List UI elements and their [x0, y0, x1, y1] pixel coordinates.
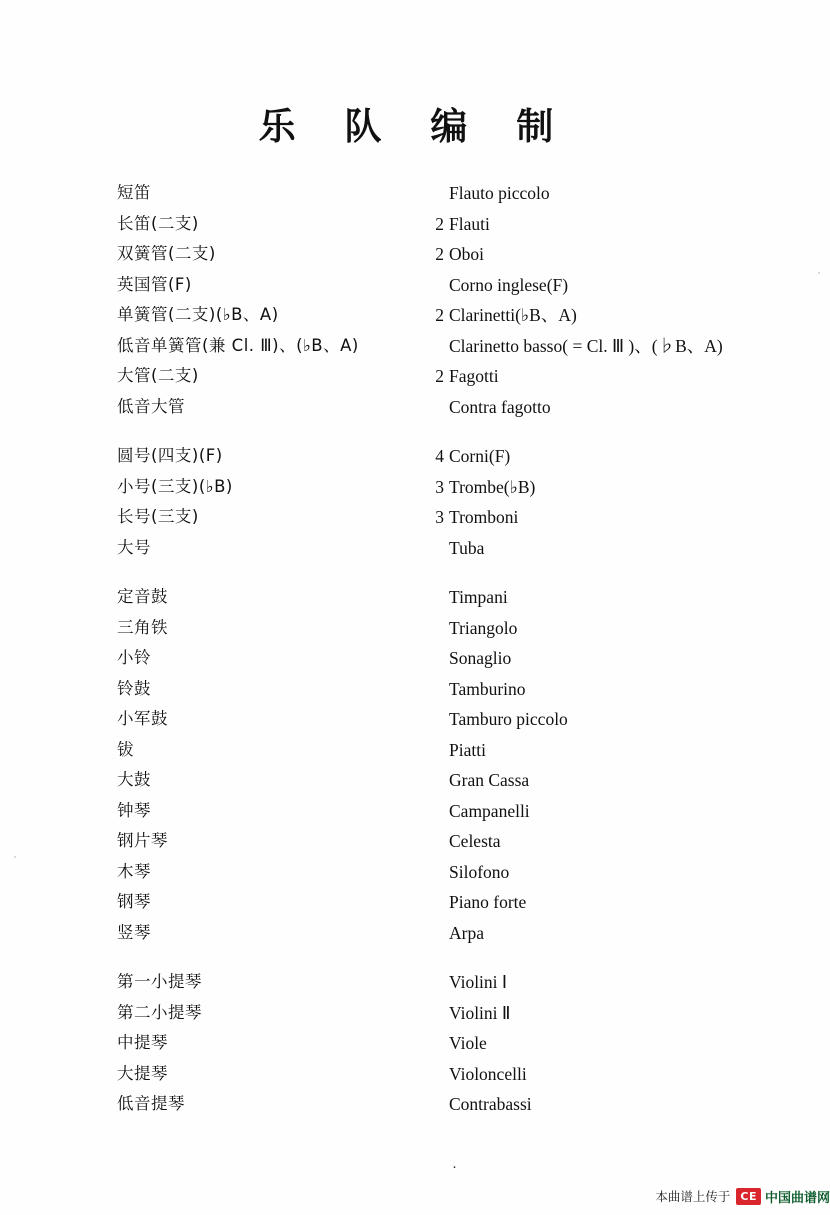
footer-text: 本曲谱上传于: [655, 1189, 731, 1204]
list-item: [0, 533, 830, 564]
instrument-count: 3: [435, 507, 444, 527]
instrument-name-cn: 钟琴: [117, 800, 151, 820]
instrument-name-cn: 双簧管(二支): [117, 244, 216, 263]
instrument-name-it: Contrabassi: [449, 1094, 532, 1114]
instrument-name-cn: 钹: [117, 739, 134, 759]
page-title: 乐 队 编 制: [258, 105, 572, 148]
instrument-name-cn: 三角铁: [117, 617, 168, 637]
list-item: [0, 582, 830, 613]
list-item: [0, 392, 830, 423]
list-item: [0, 857, 830, 888]
page-center-dot: ·: [452, 1160, 457, 1176]
instrument-name-it: Tuba: [449, 537, 485, 558]
instrument-name-it: Clarinetto basso( = Cl. Ⅲ )、(♭B、A): [449, 335, 723, 356]
instrument-name-it: Clarinetti(♭B、A): [449, 305, 577, 325]
instrument-name-it: Flauto piccolo: [449, 183, 550, 203]
instrument-name-it: Corni(F): [449, 446, 511, 466]
instrument-name-cn: 小号(三支)(♭B): [117, 476, 233, 496]
instrument-name-cn: 英国管(F): [117, 274, 192, 294]
list-item: [0, 643, 830, 674]
instrument-name-cn: 大管(二支): [117, 366, 199, 385]
instrument-name-cn: 大号: [117, 537, 151, 557]
instrument-name-it: Tamburo piccolo: [449, 709, 568, 729]
instrument-name-cn: 铃鼓: [117, 678, 151, 698]
instrument-name-it: Viole: [449, 1033, 487, 1053]
instrument-name-it: Campanelli: [449, 800, 530, 821]
instrument-name-cn: 小军鼓: [117, 709, 168, 728]
list-item: [0, 704, 830, 735]
instrument-name-it: Violini Ⅱ: [449, 1002, 511, 1023]
instrument-count: 2: [435, 213, 444, 234]
instrument-name-cn: 单簧管(二支)(♭B、A): [117, 305, 279, 324]
instrument-name-it: Gran Cassa: [449, 770, 530, 790]
instrument-count: 3: [435, 476, 444, 497]
list-item: [0, 178, 830, 209]
instrument-name-it: Timpani: [449, 587, 508, 607]
instrument-group-percussion: [0, 582, 830, 948]
list-item: [0, 361, 830, 392]
instrument-name-it: Silofono: [449, 861, 510, 882]
instrument-name-cn: 定音鼓: [117, 587, 168, 606]
instrument-name-cn: 钢琴: [117, 892, 151, 911]
instrument-name-cn: 第一小提琴: [117, 972, 202, 991]
instrument-name-cn: 木琴: [117, 861, 151, 881]
instrument-count: 2: [435, 305, 444, 325]
instrument-count: 2: [435, 244, 444, 264]
list-item: [0, 331, 830, 362]
footer-site-name: 中国曲谱网: [764, 1190, 830, 1206]
instrument-group-brass: [0, 441, 830, 563]
list-item: [0, 735, 830, 766]
instrument-name-it: Trombe(♭B): [449, 476, 536, 497]
instrument-name-it: Violoncelli: [449, 1063, 527, 1084]
paper-speck: [818, 272, 820, 274]
instrument-name-it: Contra fagotto: [449, 396, 551, 417]
footer-watermark: [655, 1185, 830, 1207]
list-item: [0, 1089, 830, 1120]
list-item: [0, 472, 830, 503]
list-item: [0, 300, 830, 331]
instrument-name-it: Celesta: [449, 831, 501, 851]
instrument-name-cn: 第二小提琴: [117, 1002, 202, 1022]
instrument-name-cn: 大鼓: [117, 770, 151, 789]
instrument-name-it: Tromboni: [449, 507, 519, 527]
instrument-name-it: Tamburino: [449, 678, 526, 699]
list-item: [0, 765, 830, 796]
instrument-group-strings: [0, 967, 830, 1120]
instrument-name-cn: 圆号(四支)(F): [117, 446, 223, 465]
list-item: [0, 1059, 830, 1090]
instrument-name-it: Sonaglio: [449, 648, 512, 668]
instrument-group-woodwinds: [0, 178, 830, 422]
instrument-name-it: Piatti: [449, 739, 486, 760]
instrument-count: 4: [435, 446, 444, 466]
instrument-name-it: Triangolo: [449, 617, 518, 638]
list-item: [0, 674, 830, 705]
list-item: [0, 887, 830, 918]
instrument-list: [0, 178, 830, 1139]
list-item: [0, 998, 830, 1029]
list-item: [0, 796, 830, 827]
list-item: [0, 967, 830, 998]
instrument-name-cn: 低音单簧管(兼 Cl. Ⅲ)、(♭B、A): [117, 335, 359, 355]
instrument-name-cn: 小铃: [117, 648, 151, 667]
qupu-logo-icon: CE: [736, 1188, 761, 1205]
list-item: [0, 209, 830, 240]
list-item: [0, 270, 830, 301]
instrument-name-cn: 钢片琴: [117, 831, 168, 850]
list-item: [0, 613, 830, 644]
paper-speck: [14, 856, 16, 858]
instrument-name-cn: 低音提琴: [117, 1094, 185, 1113]
instrument-name-it: Flauti: [449, 213, 490, 234]
instrument-name-it: Fagotti: [449, 366, 499, 386]
instrument-name-cn: 中提琴: [117, 1033, 168, 1052]
instrument-name-cn: 短笛: [117, 183, 151, 202]
instrument-name-cn: 长号(三支): [117, 507, 199, 526]
list-item: [0, 1028, 830, 1059]
list-item: [0, 826, 830, 857]
list-item: [0, 918, 830, 949]
instrument-name-cn: 低音大管: [117, 396, 185, 416]
instrument-name-it: Corno inglese(F): [449, 274, 569, 295]
instrument-name-cn: 大提琴: [117, 1063, 168, 1083]
list-item: [0, 441, 830, 472]
instrument-name-it: Arpa: [449, 922, 484, 943]
instrument-count: 2: [435, 366, 444, 386]
list-item: [0, 502, 830, 533]
instrument-name-cn: 长笛(二支): [117, 213, 199, 233]
instrument-name-it: Piano forte: [449, 892, 527, 912]
instrument-name-it: Violini Ⅰ: [449, 972, 508, 992]
instrument-name-cn: 竖琴: [117, 922, 151, 942]
instrument-name-it: Oboi: [449, 244, 484, 264]
list-item: [0, 239, 830, 270]
